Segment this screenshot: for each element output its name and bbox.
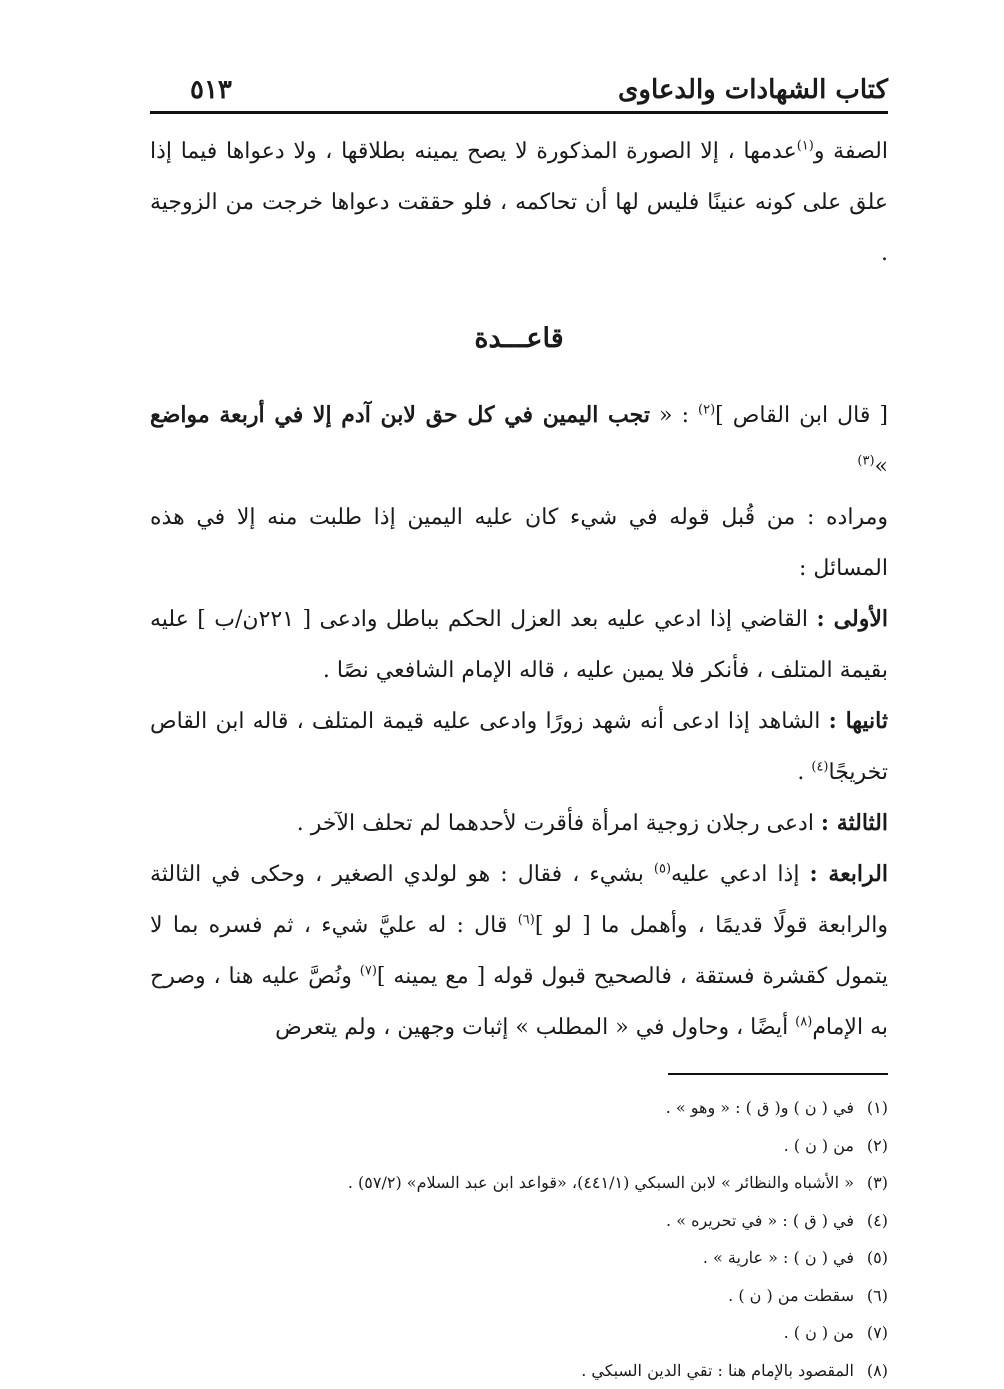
footnote-text: « الأشباه والنظائر » لابن السبكي (٤٤١/١)، «قواعد ابن عبد السلام» (٥٧/٢) . bbox=[348, 1164, 854, 1202]
page-header bbox=[150, 55, 888, 105]
footnote-text: سقطت من ( ن ) . bbox=[728, 1277, 854, 1315]
footnote-number: (٢) bbox=[866, 1127, 888, 1165]
footnote-number: (٤) bbox=[866, 1202, 888, 1240]
quote-close: » bbox=[875, 454, 888, 479]
footnote-ref-5: (٥) bbox=[654, 862, 671, 877]
item-fourth-text-c: قال : له عليَّ شيء ، ثم فسره بما لا يتمول كقشرة فستقة ، فالصحيح قبول قوله [ مع يمينه ] bbox=[150, 913, 888, 989]
header-rule bbox=[150, 111, 888, 114]
para1-text-b: عدمها ، إلا الصورة المذكورة لا يصح يمينه بطلاقها ، ولا دعواها فيما إذا علق على كونه عنينًا فليس لها أن تحاكمه ، فلو حققت دعواها خرجت من الزوجية . bbox=[150, 139, 888, 266]
item-third-text: ادعى رجلان زوجية امرأة فأقرت لأحدهما لم تحلف الآخر . bbox=[297, 811, 821, 836]
item-second-end: . bbox=[797, 760, 811, 785]
section-title: قاعـــدة bbox=[150, 313, 888, 364]
paragraph-2: ومراده : من قُبل قوله في شيء كان عليه اليمين إذا طلبت منه إلا في هذه المسائل : bbox=[150, 492, 888, 594]
footnote-number: (١) bbox=[866, 1089, 888, 1127]
footnote-rule bbox=[668, 1073, 888, 1075]
footnote-item bbox=[150, 1314, 888, 1352]
footnote-item bbox=[150, 1352, 888, 1389]
item-first-label: الأولى : bbox=[816, 606, 888, 632]
item-second bbox=[150, 696, 888, 798]
item-fourth-text-e: أيضًا ، وحاول في « المطلب » إثبات وجهين ، ولم يتعرض bbox=[275, 1015, 795, 1040]
quote-intro: [ قال ابن القاص ] bbox=[715, 403, 888, 428]
item-third bbox=[150, 798, 888, 849]
footnote-item bbox=[150, 1239, 888, 1277]
footnote-text: في ( ق ) : « في تحريره » . bbox=[666, 1202, 854, 1240]
running-title: كتاب الشهادات والدعاوى bbox=[618, 75, 888, 105]
footnote-ref-6: (٦) bbox=[518, 913, 535, 928]
footnote-item bbox=[150, 1202, 888, 1240]
footnote-text: من ( ن ) . bbox=[784, 1127, 854, 1165]
footnote-text: من ( ن ) . bbox=[784, 1314, 854, 1352]
footnote-ref-4: (٤) bbox=[811, 760, 828, 775]
footnote-ref-7: (٧) bbox=[360, 964, 377, 979]
footnote-item bbox=[150, 1164, 888, 1202]
footnote-text: المقصود بالإمام هنا : تقي الدين السبكي . bbox=[581, 1352, 854, 1389]
footnote-ref-1: (١) bbox=[797, 139, 814, 154]
item-fourth-text-a: إذا ادعي عليه bbox=[671, 862, 809, 887]
footnote-ref-8: (٨) bbox=[795, 1015, 812, 1030]
book-page bbox=[150, 55, 888, 1389]
main-text bbox=[150, 126, 888, 1053]
footnote-number: (٨) bbox=[866, 1352, 888, 1389]
item-fourth-text-b: بشيء ، فقال : هو لولدي الصغير ، وحكى في الثالثة والرابعة قولًا قديمًا ، وأهمل ما [ لو ] bbox=[150, 862, 888, 938]
footnotes-list bbox=[150, 1089, 888, 1389]
item-second-label: ثانيها : bbox=[829, 708, 888, 734]
para1-text-a: الصفة و bbox=[814, 139, 888, 164]
item-fourth-label: الرابعة : bbox=[810, 861, 888, 887]
footnote-text: في ( ن ) : « عارية » . bbox=[703, 1239, 854, 1277]
footnote-text: في ( ن ) و( ق ) : « وهو » . bbox=[666, 1089, 854, 1127]
footnote-number: (٥) bbox=[866, 1239, 888, 1277]
item-third-label: الثالثة : bbox=[821, 810, 888, 836]
quote-paragraph bbox=[150, 390, 888, 492]
page-number: ٥١٣ bbox=[150, 75, 232, 105]
footnote-number: (٣) bbox=[866, 1164, 888, 1202]
footnote-item bbox=[150, 1277, 888, 1315]
footnote-item bbox=[150, 1089, 888, 1127]
footnote-ref-2: (٢) bbox=[698, 403, 715, 418]
item-fourth-text-d: ونُصَّ عليه هنا ، وصرح به الإمام bbox=[150, 964, 888, 1040]
item-first bbox=[150, 594, 888, 696]
footnote-number: (٦) bbox=[866, 1277, 888, 1315]
item-first-text: القاضي إذا ادعي عليه بعد العزل الحكم بباطل وادعى [ ٢٢١ن/ب ] عليه بقيمة المتلف ، فأنكر فلا يمين عليه ، قاله الإمام الشافعي نصًا . bbox=[150, 607, 888, 683]
item-second-text: الشاهد إذا ادعى أنه شهد زورًا وادعى عليه قيمة المتلف ، قاله ابن القاص تخريجًا bbox=[150, 709, 888, 785]
paragraph-1 bbox=[150, 126, 888, 279]
footnote-item bbox=[150, 1127, 888, 1165]
footnote-ref-3: (٣) bbox=[857, 454, 874, 469]
quote-colon: : « bbox=[650, 403, 698, 428]
item-fourth bbox=[150, 849, 888, 1053]
quote-text: تجب اليمين في كل حق لابن آدم إلا في أربعة مواضع bbox=[150, 402, 650, 428]
footnote-number: (٧) bbox=[866, 1314, 888, 1352]
